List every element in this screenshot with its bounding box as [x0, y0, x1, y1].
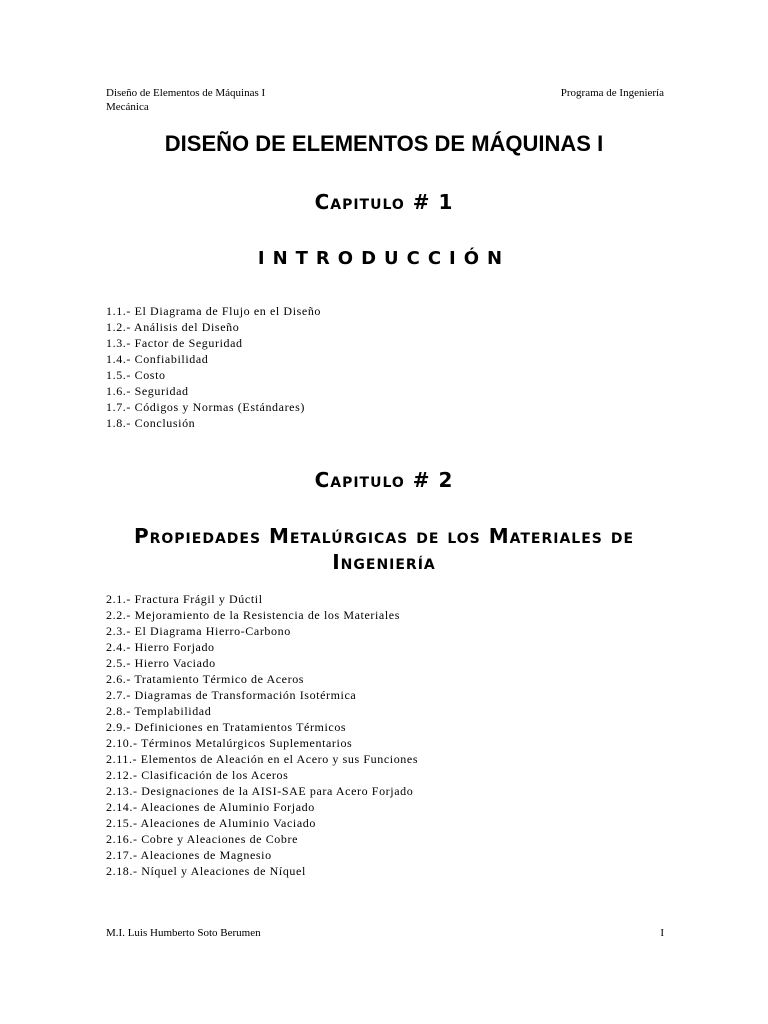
toc-item: 2.9.- Definiciones en Tratamientos Térmicos: [106, 720, 347, 734]
toc-item: 2.15.- Aleaciones de Aluminio Vaciado: [106, 816, 316, 830]
chapter-2-title: Propiedades Metalúrgicas de los Materiales de Ingeniería: [133, 524, 635, 574]
toc-item: 2.16.- Cobre y Aleaciones de Cobre: [106, 832, 299, 846]
toc-item: 2.3.- El Diagrama Hierro-Carbono: [106, 624, 291, 638]
toc-item: 1.5.- Costo: [106, 368, 166, 382]
running-footer: [106, 926, 664, 940]
header-program-continuation: Mecánica: [106, 101, 149, 113]
toc-item: 2.18.- Níquel y Aleaciones de Níquel: [106, 864, 306, 878]
toc-item: 2.2.- Mejoramiento de la Resistencia de los Materiales: [106, 608, 400, 622]
toc-item: 2.13.- Designaciones de la AISI-SAE para Acero Forjado: [106, 784, 414, 798]
toc-item: 2.11.- Elementos de Aleación en el Acero y sus Funciones: [106, 752, 419, 766]
toc-item: 1.8.- Conclusión: [106, 416, 196, 430]
footer-author: M.I. Luis Humberto Soto Berumen: [106, 927, 261, 939]
document-title: DISEÑO DE ELEMENTOS DE MÁQUINAS I: [164, 131, 604, 156]
toc-item: 2.1.- Fractura Frágil y Dúctil: [106, 592, 263, 606]
chapter-1-label: Capitulo # 1: [314, 190, 454, 214]
footer-page-number: I: [660, 927, 664, 939]
toc-item: 2.17.- Aleaciones de Magnesio: [106, 848, 272, 862]
toc-item: 2.6.- Tratamiento Térmico de Aceros: [106, 672, 305, 686]
header-course-name: Diseño de Elementos de Máquinas I: [106, 87, 266, 99]
toc-item: 1.4.- Confiabilidad: [106, 352, 209, 366]
running-header: [106, 86, 664, 114]
toc-item: 2.14.- Aleaciones de Aluminio Forjado: [106, 800, 315, 814]
chapter-1-contents: [106, 303, 666, 431]
toc-item: 2.4.- Hierro Forjado: [106, 640, 215, 654]
toc-item: 1.2.- Análisis del Diseño: [106, 320, 240, 334]
chapter-2-label: Capitulo # 2: [314, 468, 454, 492]
toc-item: 2.10.- Términos Metalúrgicos Suplementarios: [106, 736, 353, 750]
toc-item: 1.1.- El Diagrama de Flujo en el Diseño: [106, 304, 322, 318]
toc-item: 2.8.- Templabilidad: [106, 704, 212, 718]
toc-item: 1.6.- Seguridad: [106, 384, 189, 398]
header-program-name: Programa de Ingeniería: [560, 87, 664, 99]
toc-item: 2.12.- Clasificación de los Aceros: [106, 768, 289, 782]
chapter-1-title: INTRODUCCIÓN: [257, 248, 511, 269]
chapter-2-contents: [106, 591, 666, 879]
toc-item: 1.3.- Factor de Seguridad: [106, 336, 243, 350]
toc-item: 2.5.- Hierro Vaciado: [106, 656, 216, 670]
toc-item: 1.7.- Códigos y Normas (Estándares): [106, 400, 305, 414]
toc-item: 2.7.- Diagramas de Transformación Isotérmica: [106, 688, 357, 702]
